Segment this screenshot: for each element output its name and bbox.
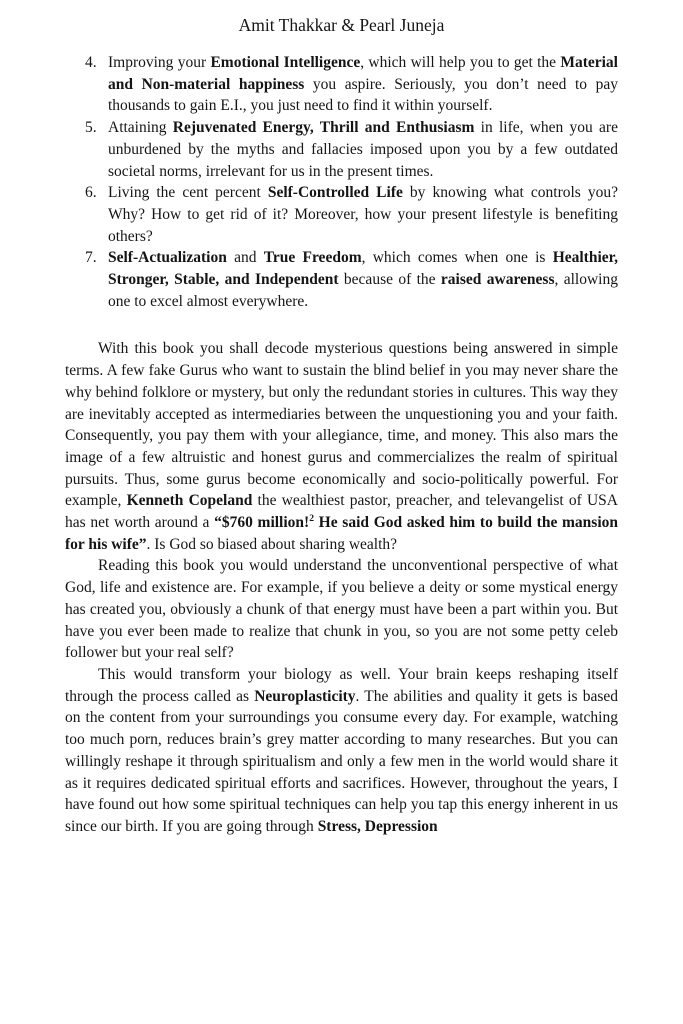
list-item-text: Improving your Emotional Intelligence, which will help you to get the Material and Non-material happiness you aspire. Seriously, you don’t need to pay thousands to gain E.I., you just need to find it within yourself. bbox=[108, 54, 618, 115]
page-content bbox=[65, 0, 618, 838]
list-item-number: 7. bbox=[85, 249, 97, 267]
list-item bbox=[65, 117, 618, 182]
list-item bbox=[65, 52, 618, 117]
paragraph: With this book you shall decode mysterious questions being answered in simple terms. A few fake Gurus who want to sustain the blind belief in you may never share the why behind folklore or mystery, but only the redundant stories in cultures. This way they are inevitably accepted as intermediaries between the unquestioning you and your faith. Consequently, you pay them with your allegiance, time, and money. This also mars the image of a few altruistic and honest gurus and commercializes the realm of spiritual pursuits. Thus, some gurus become economically and socio-politically powerful. For example, Kenneth Copeland the wealthiest pastor, preacher, and televangelist of USA has net worth around a “$760 million!$^2$ He said God asked him to build the mansion for his wife”. Is God so biased about sharing wealth? bbox=[65, 340, 618, 553]
numbered-list bbox=[65, 52, 618, 312]
list-item-text: Attaining Rejuvenated Energy, Thrill and Enthusiasm in life, when you are unburdened by the myths and fallacies imposed upon you by a few outdated societal norms, irrelevant for us in the present times. bbox=[108, 119, 618, 180]
list-item-text: Living the cent percent Self-Controlled Life by knowing what controls you? Why? How to get rid of it? Moreover, how your present lifestyle is benefiting others? bbox=[108, 184, 618, 245]
paragraph: Reading this book you would understand the unconventional perspective of what God, life and existence are. For example, if you believe a deity or some mystical energy has created you, obviously a chunk of that energy must have been a part within you. But have you ever been made to realize that chunk in you, so you are not some petty celeb follower but your real self? bbox=[65, 557, 618, 662]
paragraphs bbox=[65, 338, 618, 837]
list-item-number: 5. bbox=[85, 119, 97, 137]
list-item bbox=[65, 247, 618, 312]
list-item-number: 6. bbox=[85, 184, 97, 202]
page-header: Amit Thakkar & Pearl Juneja bbox=[238, 15, 445, 35]
list-item-text: Self-Actualization and True Freedom, which comes when one is Healthier, Stronger, Stable, and Independent because of the raised awareness, allowing one to excel almost everywhere. bbox=[108, 249, 618, 310]
list-item-number: 4. bbox=[85, 54, 97, 71]
paragraph: This would transform your biology as well. Your brain keeps reshaping itself through the process called as Neuroplasticity. The abilities and quality it gets is based on the content from your surroundings you consume every day. For example, watching too much porn, reduces brain’s grey matter according to many researches. But you can willingly reshape it through spiritualism and only a few men in the world would share it as it requires dedicated spiritual efforts and sacrifices. However, throughout the years, I have found out how some spiritual techniques can help you tap this energy inherent in us since our birth. If you are going through Stress, Depression bbox=[65, 665, 618, 835]
list-item bbox=[65, 182, 618, 247]
